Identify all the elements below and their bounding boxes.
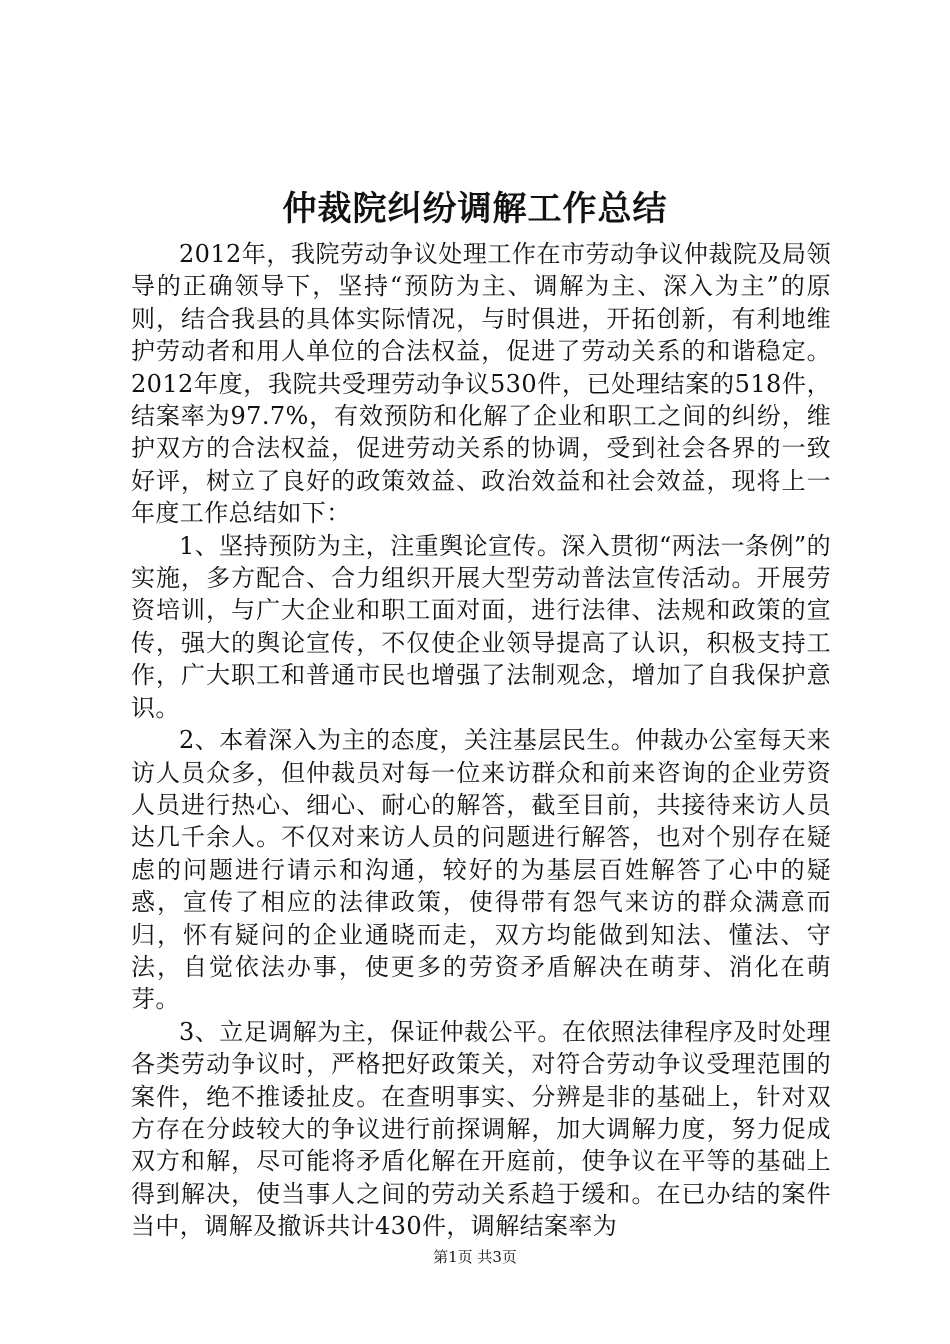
paragraph-1: 1、坚持预防为主，注重舆论宣传。深入贯彻“两法一条例”的实施，多方配合、合力组织开展大型劳动普法宣传活动。开展劳资培训，与广大企业和职工面对面，进行法律、法规和政策的宣传，强大的舆论宣传，不仅使企业领导提高了认识，积极支持工作，广大职工和普通市民也增强了法制观念，增加了自我保护意识。 — [131, 531, 831, 722]
page-footer: 第1页 共3页 — [433, 1248, 517, 1266]
paragraph-3: 3、立足调解为主，保证仲裁公平。在依照法律程序及时处理各类劳动争议时，严格把好政策关，对符合劳动争议受理范围的案件，绝不推诿扯皮。在查明事实、分辨是非的基础上，针对双方存在分歧较大的争议进行前探调解，加大调解力度，努力促成双方和解，尽可能将矛盾化解在开庭前，使争议在平等的基础上得到解决，使当事人之间的劳动关系趋于缓和。在已办结的案件当中，调解及撤诉共计430件，调解结案率为 — [131, 1017, 831, 1241]
document-title: 仲裁院纠纷调解工作总结 — [282, 189, 668, 229]
document-body — [131, 238, 831, 1243]
paragraph-intro: 2012年，我院劳动争议处理工作在市劳动争议仲裁院及局领导的正确领导下，坚持“预防为主、调解为主、深入为主”的原则，结合我县的具体实际情况，与时俱进，开拓创新，有利地维护劳动者和用人单位的合法权益，促进了劳动关系的和谐稳定。2012年度，我院共受理劳动争议530件，已处理结案的518件，结案率为97.7%，有效预防和化解了企业和职工之间的纠纷，维护双方的合法权益，促进劳动关系的协调，受到社会各界的一致好评，树立了良好的政策效益、政治效益和社会效益，现将上一年度工作总结如下： — [131, 240, 831, 528]
paragraph-2: 2、本着深入为主的态度，关注基层民生。仲裁办公室每天来访人员众多，但仲裁员对每一位来访群众和前来咨询的企业劳资人员进行热心、细心、耐心的解答，截至目前，共接待来访人员达几千余人。不仅对来访人员的问题进行解答，也对个别存在疑虑的问题进行请示和沟通，较好的为基层百姓解答了心中的疑惑，宣传了相应的法律政策，使得带有怨气来访的群众满意而归，怀有疑问的企业通晓而走，双方均能做到知法、懂法、守法，自觉依法办事，使更多的劳资矛盾解决在萌芽、消化在萌芽。 — [131, 726, 831, 1014]
